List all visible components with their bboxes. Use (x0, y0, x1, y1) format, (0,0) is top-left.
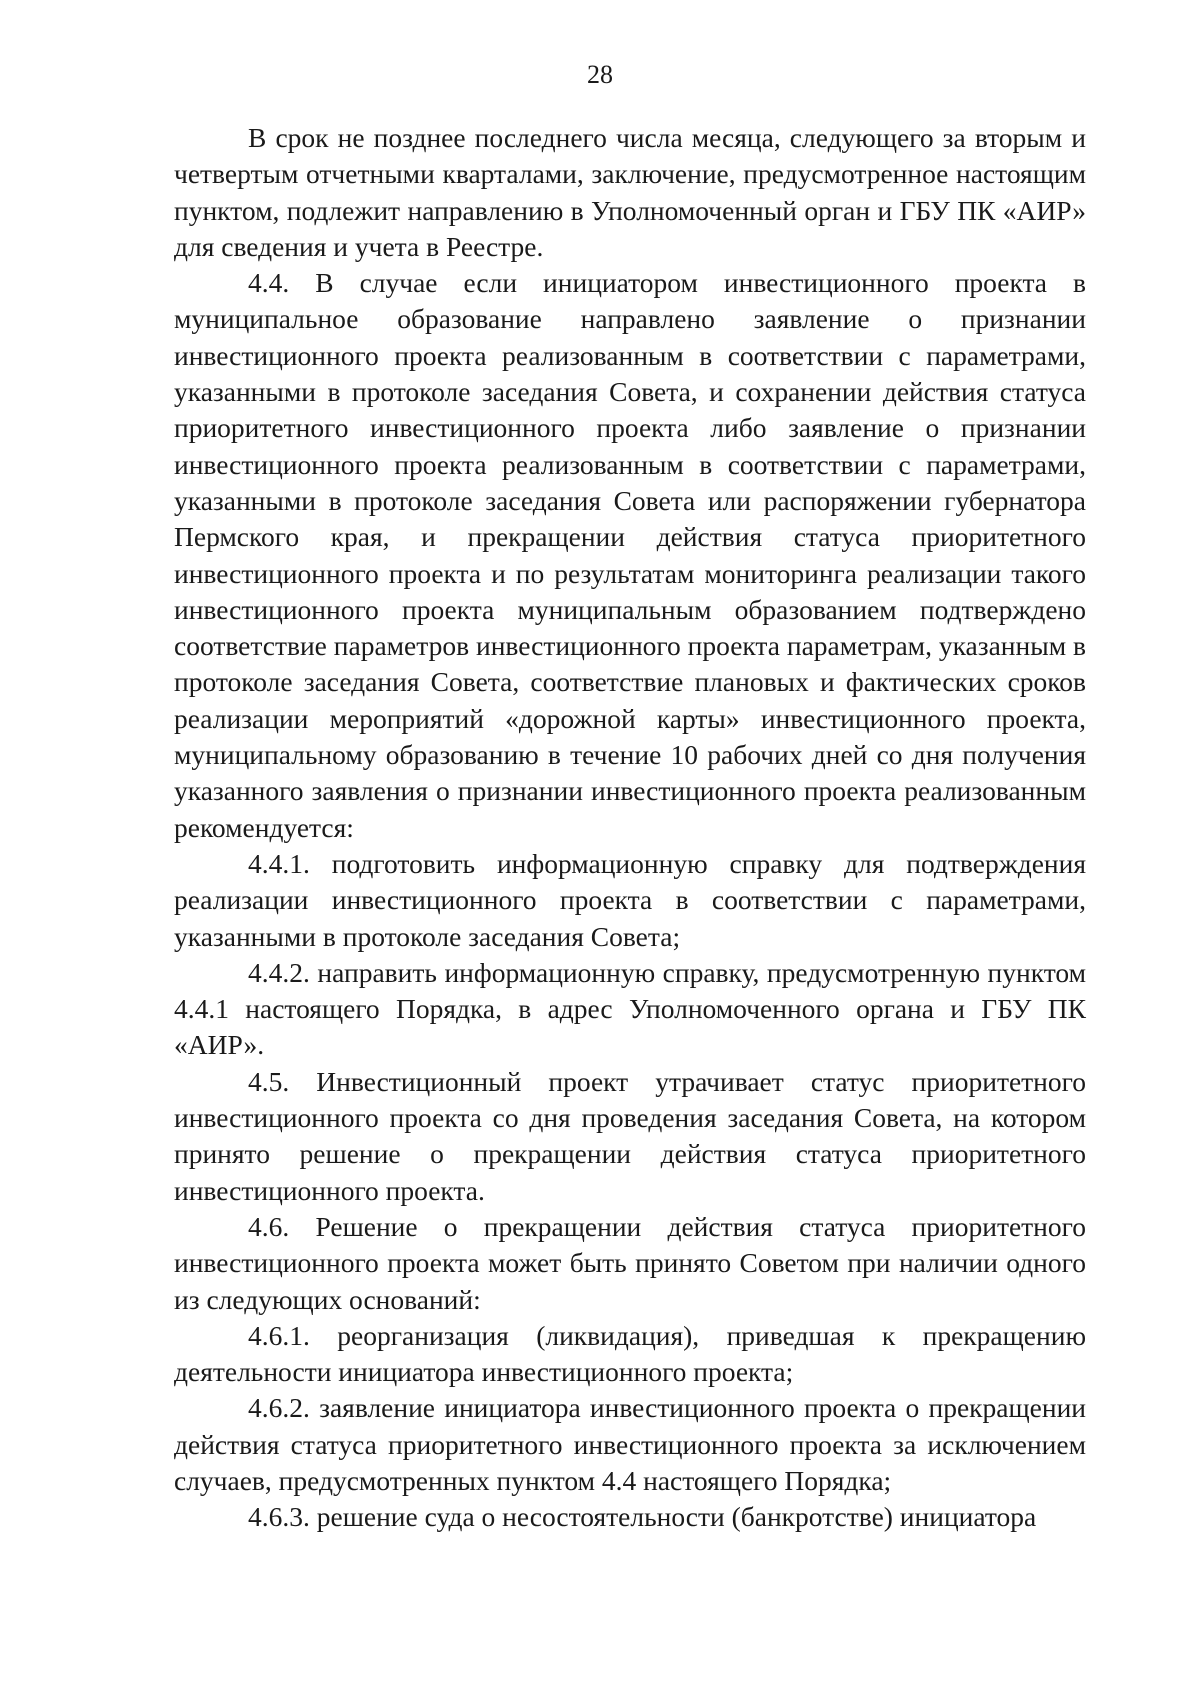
paragraph-4-4-2: 4.4.2. направить информационную справку, предусмотренную пунктом 4.4.1 настоящего Порядка, в адрес Уполномоченного органа и ГБУ ПК «АИР». (174, 956, 1086, 1061)
paragraph-4-5: 4.5. Инвестиционный проект утрачивает статус приоритетного инвестиционного проекта со дня проведения заседания Совета, на котором принято решение о прекращении действия статуса приоритетного инвестиционного проекта. (174, 1065, 1086, 1206)
paragraph-report-deadline: В срок не позднее последнего числа месяца, следующего за вторым и четвертым отчетными кварталами, заключение, предусмотренное настоящим пунктом, подлежит направлению в Уполномоченный орган и ГБУ ПК «АИР» для сведения и учета в Реестре. (174, 122, 1086, 262)
paragraph-4-6: 4.6. Решение о прекращении действия статуса приоритетного инвестиционного проекта может быть принято Советом при наличии одного из следующих оснований: (174, 1210, 1086, 1315)
paragraph-4-6-1: 4.6.1. реорганизация (ликвидация), приведшая к прекращению деятельности инициатора инвестиционного проекта; (174, 1319, 1086, 1388)
paragraph-4-4: 4.4. В случае если инициатором инвестиционного проекта в муниципальное образование направлено заявление о признании инвестиционного проекта реализованным в соответствии с параметрами, указанными в протоколе заседания Совета, и сохранении действия статуса приоритетного инвестиционного проекта либо заявление о признании инвестиционного проекта реализованным в соответствии с параметрами, указанными в протоколе заседания Совета или распоряжении губернатора Пермского края, и прекращении действия статуса приоритетного инвестиционного проекта и по результатам мониторинга реализации такого инвестиционного проекта муниципальным образованием подтверждено соответствие параметров инвестиционного проекта параметрам, указанным в протоколе заседания Совета, соответствие плановых и фактических сроков реализации мероприятий «дорожной карты» инвестиционного проекта, муниципальному образованию в течение 10 рабочих дней со дня получения указанного заявления о признании инвестиционного проекта реализованным рекомендуется: (174, 267, 1086, 843)
document-body (174, 120, 1086, 1536)
paragraph-4-6-2: 4.6.2. заявление инициатора инвестиционного проекта о прекращении действия статуса приоритетного инвестиционного проекта за исключением случаев, предусмотренных пунктом 4.4 настоящего Порядка; (174, 1392, 1086, 1496)
paragraph-4-4-1: 4.4.1. подготовить информационную справку для подтверждения реализации инвестиционного проекта в соответствии с параметрами, указанными в протоколе заседания Совета; (174, 847, 1086, 952)
paragraph-4-6-3: 4.6.3. решение суда о несостоятельности (банкротстве) инициатора (248, 1501, 1037, 1533)
page-number: 28 (587, 60, 613, 89)
